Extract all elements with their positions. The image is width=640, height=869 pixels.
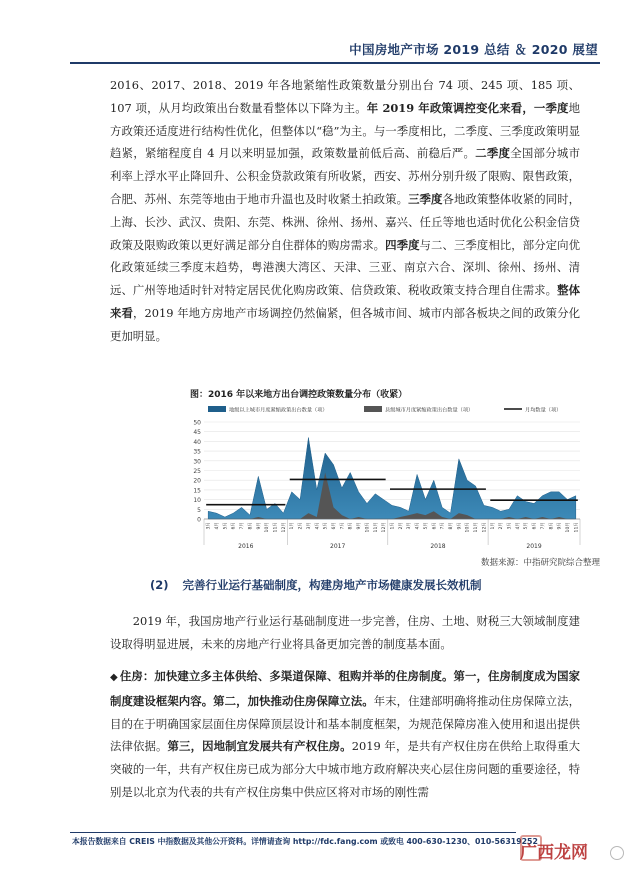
x-tick-label: 9月 [357, 522, 363, 530]
x-tick-label: 8月 [549, 522, 555, 530]
y-tick-label: 30 [193, 458, 201, 466]
year-label: 2018 [430, 543, 446, 550]
paragraph-institutions: 2019 年，我国房地产行业运行基础制度进一步完善，住房、土地、财税三大领域制度建设取得明显进展，未来的房地产行业将具备更加完善的制度基本面。 [110, 614, 580, 651]
x-tick-label: 6月 [432, 522, 438, 530]
legend-label: 地级以上城市月度紧缩政策出台数量（项） [229, 407, 328, 414]
x-tick-label: 9月 [457, 522, 463, 530]
x-tick-label: 11月 [574, 522, 580, 533]
x-tick-label: 10月 [365, 522, 371, 533]
x-tick-label: 3月 [407, 522, 413, 530]
figure-source: 数据来源：中指研究院综合整理 [480, 558, 600, 568]
x-tick-label: 12月 [382, 522, 388, 533]
policy-count-chart [186, 398, 586, 552]
x-tick-label: 2月 [398, 522, 404, 530]
x-tick-label: 12月 [281, 522, 287, 533]
x-tick-label: 9月 [256, 522, 262, 530]
year-label: 2019 [526, 543, 542, 550]
y-tick-label: 35 [193, 448, 201, 456]
y-tick-label: 20 [193, 477, 201, 485]
paragraph-bold: 三季度 [408, 191, 443, 206]
x-tick-label: 1月 [290, 522, 296, 530]
paragraph-policy-review [110, 74, 580, 348]
paragraph-text: 年末，住建部明确将推动住房保障立法，目的在于明确国家层面住房保障顶层设计和基本制度框架，为规范保障房准入使用和退出提供法律依据。 [110, 693, 580, 754]
paragraph-text: 全国部分城市利率上浮水平止降回升、公积金贷款政策有所收紧，西安、苏州分别升级了限购、限售政策，合肥、苏州、东莞等地由于地市升温也及时收紧土拍政策。 [110, 146, 580, 206]
legend-swatch [208, 406, 226, 412]
x-tick-label: 4月 [415, 522, 421, 530]
x-tick-label: 3月 [206, 522, 212, 530]
paragraph-bold: 第三，因地制宜发展共有产权住房。 [167, 739, 352, 754]
x-tick-label: 2月 [298, 522, 304, 530]
legend-swatch [364, 406, 382, 412]
paragraph-bold: 整体来看 [110, 283, 580, 320]
paragraph-text: 地方政策还适度进行结构性优化，但整体以“稳”为主。与一季度相比，二季度、三季度政策明显趋紧，紧缩程度自 4 月以来明显加强，政策数量前低后高、前稳后严。 [110, 100, 580, 161]
x-tick-label: 7月 [440, 522, 446, 530]
paragraph-text: 2019 年，是共有产权住房在供给上取得重大突破的一年，共有产权住房已成为部分大中城市地方政府解决夹心层住房问题的重要途径，特别是以北京为代表的共有产权住房集中供应区将对市场的刚性需 [110, 739, 580, 799]
section-number: (2) [150, 578, 169, 592]
x-tick-label: 9月 [557, 522, 563, 530]
section-title: 完善行业运行基础制度，构建房地产市场健康发展长效机制 [182, 578, 482, 592]
x-tick-label: 7月 [540, 522, 546, 530]
footer-divider [70, 832, 516, 833]
x-tick-label: 12月 [482, 522, 488, 533]
y-tick-label: 25 [193, 468, 201, 475]
x-tick-label: 5月 [323, 522, 329, 530]
x-tick-label: 6月 [332, 522, 338, 530]
paragraph-text: 各地政策整体收紧的同时，上海、长沙、武汉、贵阳、东莞、株洲、徐州、扬州、嘉兴、任丘等地也适时优化公积金信贷政策及限购政策以更好满足部分自住群体的购房需求。 [110, 191, 580, 252]
y-tick-label: 5 [197, 506, 201, 514]
x-tick-label: 1月 [390, 522, 396, 530]
x-tick-label: 3月 [507, 522, 513, 530]
x-tick-label: 4月 [215, 522, 221, 530]
series-local-area [208, 438, 576, 519]
paragraph-text: 与二、三季度相比，部分定向优化政策延续三季度末趋势，粤港澳大湾区、天津、三亚、南京六合、深圳、徐州、扬州、清远、广州等地适时针对特定居民优化购房政策、信贷政策、税收政策支持合理自住需求。 [110, 237, 580, 298]
paragraph-bold: 二季度 [475, 146, 511, 161]
paragraph-bold: 四季度 [385, 237, 420, 252]
paragraph-housing [110, 665, 580, 804]
y-tick-label: 10 [193, 497, 201, 505]
paragraph-text: ，2019 年地方房地产市场调控仍然偏紧，但各城市间、城市内部各板块之间的政策分化更加明显。 [110, 305, 580, 343]
section-heading [150, 577, 482, 593]
x-tick-label: 5月 [524, 522, 530, 530]
legend-label: 县级城市月度紧缩政策出台数量（项） [385, 407, 474, 414]
diamond-bullet-icon: ◆ [110, 672, 118, 683]
x-tick-label: 11月 [474, 522, 480, 533]
x-tick-label: 7月 [240, 522, 246, 530]
x-tick-label: 7月 [340, 522, 346, 530]
x-tick-label: 4月 [315, 522, 321, 530]
x-tick-label: 1月 [490, 522, 496, 530]
x-tick-label: 6月 [532, 522, 538, 530]
footer-disclaimer: 本报告数据来自 CREIS 中指数据及其他公开资料。详情请查询 http://fdc.fang.com 或致电 400-630-1230、010-56319252 [72, 837, 538, 846]
x-tick-label: 8月 [248, 522, 254, 530]
x-tick-label: 11月 [373, 522, 379, 533]
x-tick-label: 3月 [306, 522, 312, 530]
legend-label: 月均数量（项） [525, 407, 562, 414]
y-tick-label: 0 [197, 516, 201, 524]
x-tick-label: 4月 [515, 522, 521, 530]
y-tick-label: 50 [193, 419, 201, 427]
paragraph-bold: 住房：加快建立多主体供给、多渠道保障、租购并举的住房制度。第一，住房制度成为国家制度建设框架内容。第二，加快推动住房保障立法。 [110, 669, 580, 708]
year-label: 2017 [330, 543, 346, 550]
header-divider [70, 62, 600, 64]
paragraph-text: 2016、2017、2018、2019 年各地紧缩性政策数量分别出台 74 项、245 项、185 项、107 项，从月均政策出台数量看整体以下降为主。 [110, 78, 580, 115]
y-tick-label: 45 [193, 429, 201, 437]
page-header-title: 中国房地产市场 2019 总结 ＆ 2020 展望 [349, 42, 598, 57]
x-tick-label: 5月 [223, 522, 229, 530]
paragraph-bold: 年 2019 年政策调控变化来看，一季度 [366, 100, 569, 115]
x-tick-label: 10月 [565, 522, 571, 533]
x-tick-label: 5月 [423, 522, 429, 530]
x-tick-label: 6月 [231, 522, 237, 530]
x-tick-label: 8月 [448, 522, 454, 530]
year-label: 2016 [238, 543, 254, 550]
y-tick-label: 15 [193, 487, 201, 495]
x-tick-label: 11月 [273, 522, 279, 533]
y-tick-label: 40 [193, 438, 201, 446]
x-tick-label: 10月 [265, 522, 271, 533]
x-tick-label: 10月 [465, 522, 471, 533]
watermark-text: 广西龙网 [520, 843, 588, 863]
watermark-badge-icon [610, 846, 624, 860]
x-tick-label: 8月 [348, 522, 354, 530]
figure-title: 图：2016 年以来地方出台调控政策数量分布（收紧） [190, 390, 408, 400]
x-tick-label: 2月 [499, 522, 505, 530]
